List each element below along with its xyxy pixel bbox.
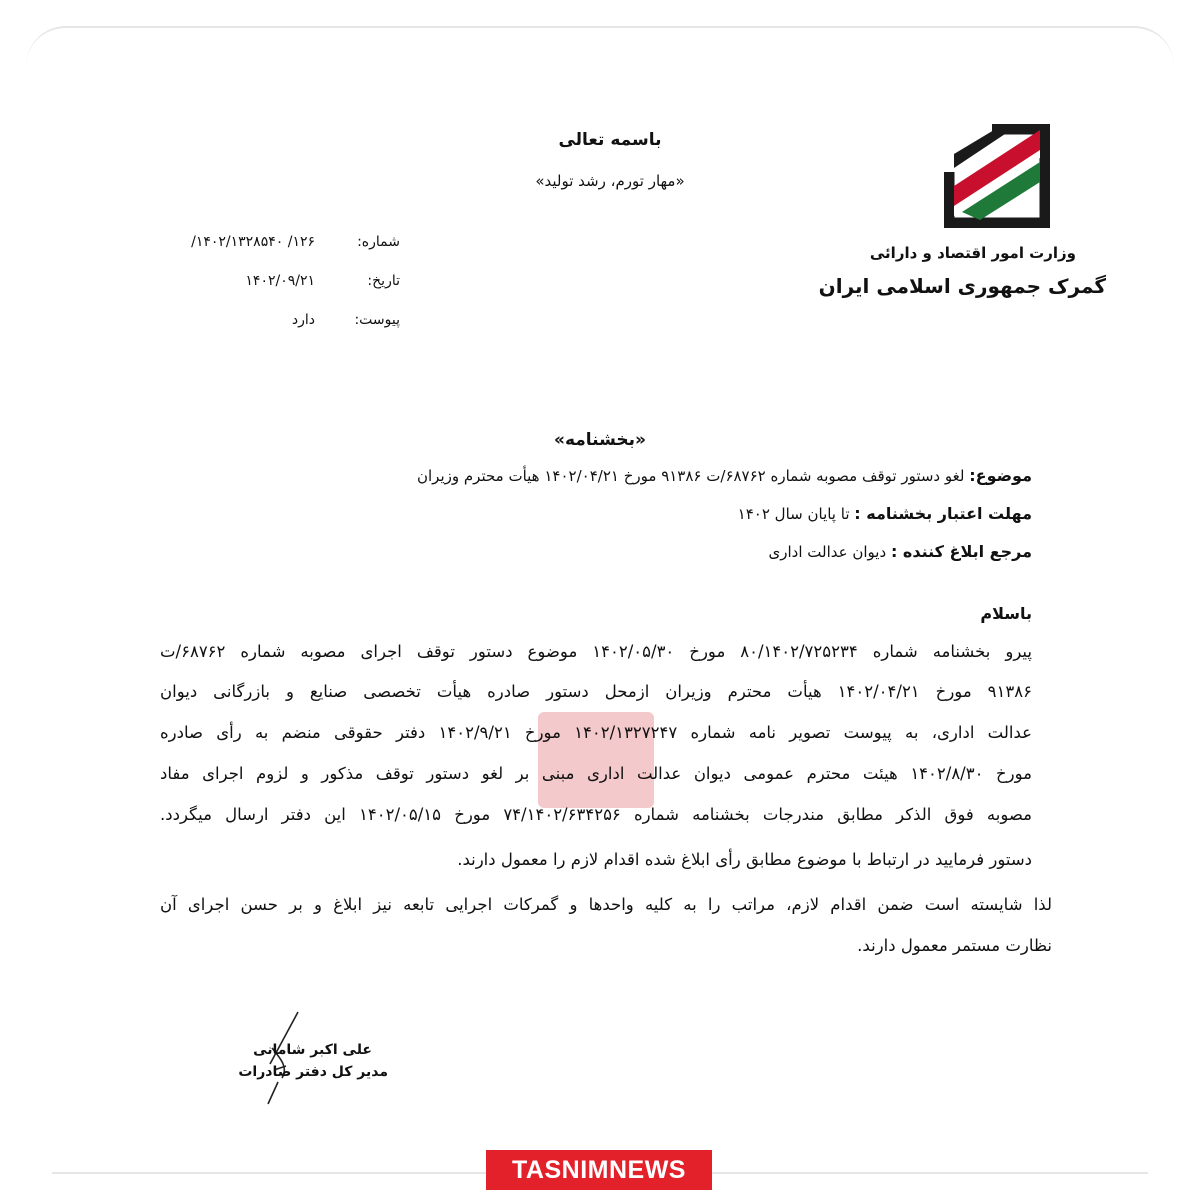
signature-icon <box>262 1008 312 1108</box>
tasnim-news-logo: TASNIMNEWS <box>486 1150 712 1190</box>
closing-line: لذا شایسته است ضمن اقدام لازم، مراتب را به کلیه واحدها و گمرکات اجرایی تابعه نیز ابلاغ و بر حسن اجرای آن <box>160 895 1052 914</box>
date-label: تاریخ: <box>367 273 400 289</box>
date-row <box>160 273 400 297</box>
validity-label: مهلت اعتبار بخشنامه : <box>854 504 1032 523</box>
closing-line: نظارت مستمر معمول دارند. <box>857 936 1052 955</box>
subject-field <box>332 466 1032 485</box>
body-line: مصوبه فوق الذکر مطابق مندرجات بخشنامه شماره ۷۴/۱۴۰۲/۶۳۴۲۵۶ مورخ ۱۴۰۲/۰۵/۱۵ این دفتر ارسال میگردد. <box>160 805 1032 824</box>
attachment-value: دارد <box>291 312 315 328</box>
ministry-name: وزارت امور اقتصاد و دارائی <box>869 244 1076 262</box>
validity-field <box>332 504 1032 523</box>
authority-field <box>332 542 1032 561</box>
number-label: شماره: <box>357 234 400 250</box>
validity-value: تا پایان سال ۱۴۰۲ <box>737 505 850 523</box>
greeting: باسلام <box>980 604 1032 623</box>
subject-value: لغو دستور توقف مصوبه شماره ۶۸۷۶۲/ت ۹۱۳۸۶ مورخ ۱۴۰۲/۰۴/۲۱ هیأت محترم وزیران <box>417 467 965 485</box>
date-value: ۱۴۰۲/۰۹/۲۱ <box>245 273 315 289</box>
number-value: ۱۲۶/ ۱۴۰۲/۱۳۲۸۵۴۰/ <box>191 234 315 250</box>
customs-logo-icon <box>944 124 1050 228</box>
number-row <box>160 234 400 258</box>
attachment-label: پیوست: <box>354 312 400 328</box>
body-line: پیرو بخشنامه شماره ۸۰/۱۴۰۲/۷۲۵۲۳۴ مورخ ۱۴۰۲/۰۵/۳۰ موضوع دستور توقف اجرای مصوبه شماره ۶۸۷۶۲/ت <box>160 642 1032 661</box>
authority-label: مرجع ابلاغ کننده : <box>890 542 1032 561</box>
signatory-name: علی اکبر شامانی <box>253 1042 372 1058</box>
customs-name: گمرک جمهوری اسلامی ایران <box>818 274 1106 298</box>
authority-value: دیوان عدالت اداری <box>768 543 887 561</box>
attachment-row <box>160 312 400 336</box>
circular-title: «بخشنامه» <box>553 430 647 450</box>
signatory-title: مدیر کل دفتر صادرات <box>238 1064 388 1080</box>
body-line: دستور فرمایید در ارتباط با موضوع مطابق رأی ابلاغ شده اقدام لازم را معمول دارند. <box>457 850 1032 869</box>
body-line: عدالت اداری، به پیوست تصویر نامه شماره ۱۴۰۲/۱۳۲۷۲۴۷ مورخ ۱۴۰۲/۹/۲۱ دفتر حقوقی منضم به رأی صادره <box>160 723 1032 742</box>
slogan: «مهار تورم، رشد تولید» <box>535 172 685 190</box>
body-line: مورخ ۱۴۰۲/۸/۳۰ هیئت محترم عمومی دیوان عدالت اداری مبنی بر لغو دستور توقف مذکور و لزوم اجرای مفاد <box>160 764 1032 783</box>
bismillah-heading: باسمه تعالی <box>558 130 662 150</box>
body-line: ۹۱۳۸۶ مورخ ۱۴۰۲/۰۴/۲۱ هیأت محترم وزیران ازمحل دستور صادره هیأت تخصصی صنایع و بازرگانی دیوان <box>160 682 1032 701</box>
subject-label: موضوع: <box>969 466 1032 485</box>
